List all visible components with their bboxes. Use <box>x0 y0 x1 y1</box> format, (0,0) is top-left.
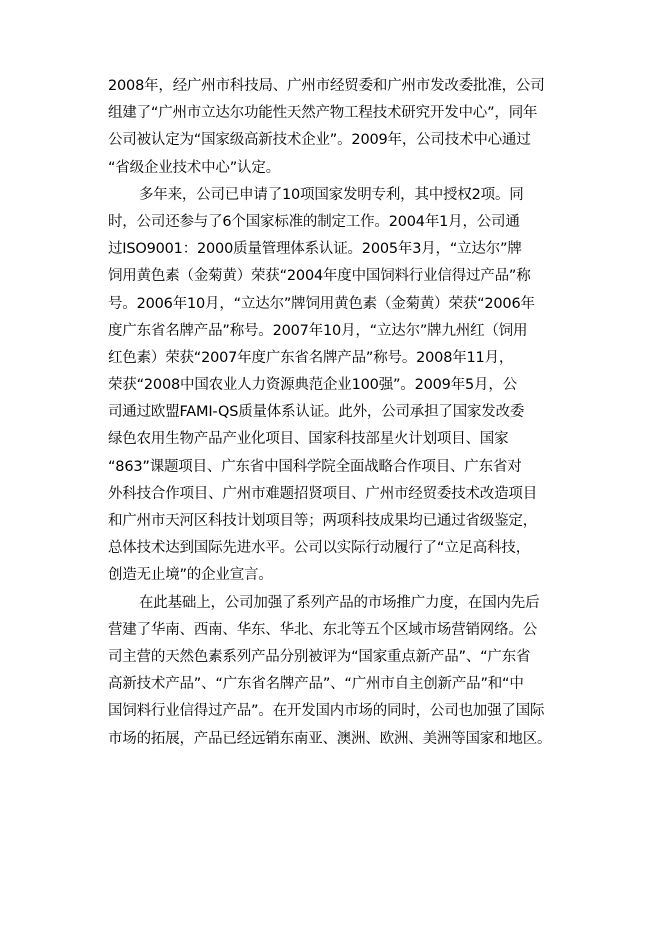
paragraph-achievements <box>108 182 584 590</box>
text-line: 度广东省名牌产品”称号。2007年10月，“立达尔”牌九州红（饲用 <box>108 322 528 339</box>
text-line: 司通过欧盟FAMI-QS质量体系认证。此外，公司承担了国家发改委 <box>108 404 525 421</box>
document-page <box>108 73 584 753</box>
text-line: 过ISO9001：2000质量管理体系认证。2005年3月，“立达尔”牌 <box>108 241 522 258</box>
text-line: 饲用黄色素（金菊黄）荣获“2004年度中国饲料行业信得过产品”称 <box>108 268 531 285</box>
text-line: 高新技术产品”、“广东省名牌产品”、“广州市自主创新产品”和“中 <box>108 676 524 693</box>
text-line: 外科技合作项目、广州市难题招贤项目、广州市经贸委技术改造项目 <box>108 485 537 502</box>
text-line: 营建了华南、西南、华东、华北、东北等五个区域市场营销网络。公 <box>108 621 537 638</box>
text-line: “省级企业技术中心”认定。 <box>108 159 280 176</box>
text-line: 组建了“广州市立达尔功能性天然产物工程技术研究开发中心”，同年 <box>108 105 538 122</box>
text-line: 时，公司还参与了6个国家标准的制定工作。2004年1月，公司通 <box>108 213 520 230</box>
text-line: 和广州市天河区科技计划项目等；两项科技成果均已通过省级鉴定， <box>108 513 537 529</box>
text-line: 红色素）荣获“2007年度广东省名牌产品”称号。2008年11月， <box>108 349 514 366</box>
text-line: 多年来，公司已申请了10项国家发明专利，其中授权2项。同 <box>139 186 524 203</box>
text-line: “863”课题项目、广东省中国科学院全面战略合作项目、广东省对 <box>108 458 522 475</box>
text-line: 国饲料行业信得过产品”。在开发国内市场的同时，公司也加强了国际 <box>108 703 545 720</box>
text-line: 在此基础上，公司加强了系列产品的市场推广力度，在国内先后 <box>139 594 540 611</box>
text-line: 总体技术达到国际先进水平。公司以实际行动履行了“立足高科技， <box>108 540 531 557</box>
paragraph-market <box>108 590 584 753</box>
text-line: 号。2006年10月，“立达尔”牌饲用黄色素（金菊黄）荣获“2006年 <box>108 295 535 312</box>
text-line: 司主营的天然色素系列产品分别被评为“国家重点新产品”、“广东省 <box>108 648 531 665</box>
text-line: 绿色农用生物产品产业化项目、国家科技部星火计划项目、国家 <box>108 431 509 448</box>
text-line: 公司被认定为“国家级高新技术企业”。2009年，公司技术中心通过 <box>108 132 531 149</box>
text-line: 市场的拓展，产品已经远销东南亚、澳洲、欧洲、美洲等国家和地区。 <box>108 730 552 747</box>
text-line: 荣获“2008中国农业人力资源典范企业100强”。2009年5月，公 <box>108 377 517 394</box>
text-line: 创造无止境”的企业宣言。 <box>108 567 273 584</box>
paragraph-history <box>108 73 584 182</box>
text-line: 2008年，经广州市科技局、广州市经贸委和广州市发改委批准，公司 <box>108 78 545 94</box>
